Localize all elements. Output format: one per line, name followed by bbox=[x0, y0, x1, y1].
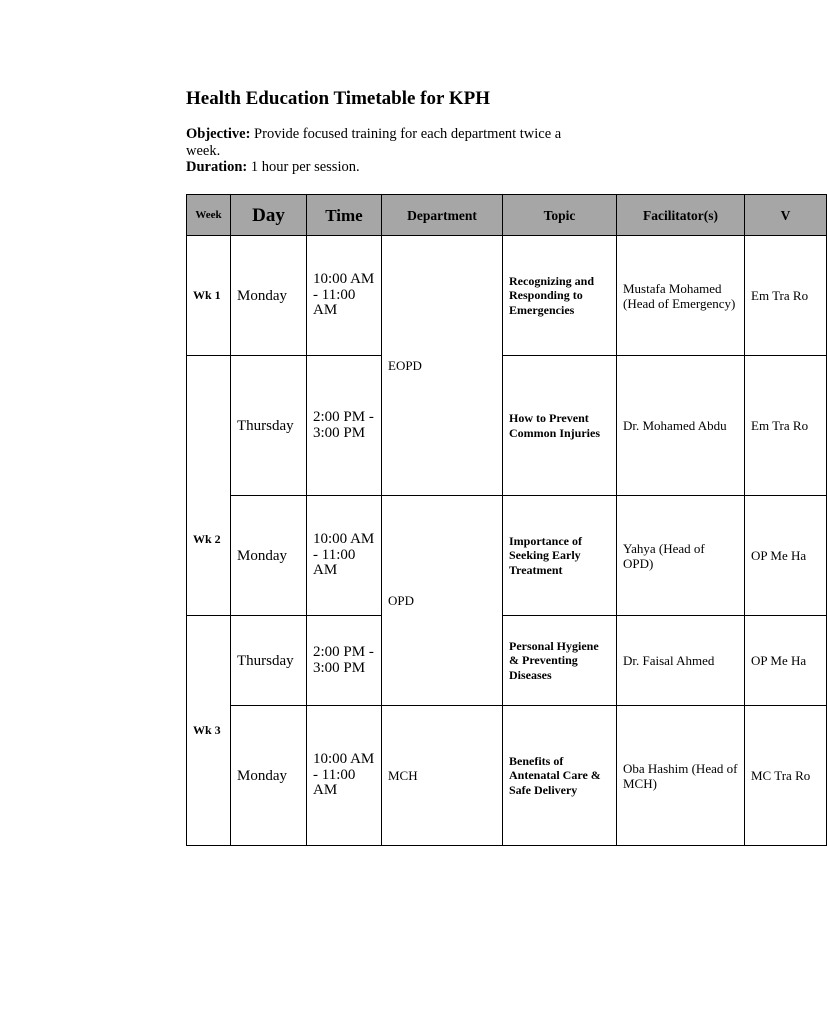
topic-cell: How to Prevent Common Injuries bbox=[503, 356, 617, 496]
timetable bbox=[186, 194, 827, 846]
venue-cell: OP Me Ha bbox=[745, 496, 827, 616]
venue-cell: Em Tra Ro bbox=[745, 356, 827, 496]
day-cell: Monday bbox=[231, 706, 307, 846]
header-venue: V bbox=[745, 195, 827, 236]
time-cell: 2:00 PM - 3:00 PM bbox=[307, 616, 382, 706]
time-cell: 2:00 PM - 3:00 PM bbox=[307, 356, 382, 496]
week-cell: Wk 3 bbox=[187, 616, 231, 846]
objective-text: Provide focused training for each department twice a week. bbox=[186, 126, 562, 159]
duration-line bbox=[186, 159, 586, 176]
duration-text: 1 hour per session. bbox=[247, 159, 360, 175]
day-cell: Monday bbox=[231, 236, 307, 356]
topic-cell: Personal Hygiene & Preventing Diseases bbox=[503, 616, 617, 706]
day-cell: Thursday bbox=[231, 616, 307, 706]
topic-cell: Benefits of Antenatal Care & Safe Delivery bbox=[503, 706, 617, 846]
objective-line bbox=[186, 126, 586, 159]
table-row bbox=[187, 616, 827, 706]
topic-cell: Importance of Seeking Early Treatment bbox=[503, 496, 617, 616]
header-department: Department bbox=[382, 195, 503, 236]
venue-cell: Em Tra Ro bbox=[745, 236, 827, 356]
department-cell: MCH bbox=[382, 706, 503, 846]
facilitator-cell: Yahya (Head of OPD) bbox=[617, 496, 745, 616]
table-row bbox=[187, 496, 827, 616]
day-cell: Thursday bbox=[231, 356, 307, 496]
department-cell: OPD bbox=[382, 496, 503, 706]
objective-label: Objective: bbox=[186, 126, 251, 142]
header-week: Week bbox=[187, 195, 231, 236]
venue-cell: OP Me Ha bbox=[745, 616, 827, 706]
intro-block bbox=[186, 126, 586, 176]
topic-cell: Recognizing and Responding to Emergencies bbox=[503, 236, 617, 356]
duration-label: Duration: bbox=[186, 159, 248, 175]
facilitator-cell: Dr. Faisal Ahmed bbox=[617, 616, 745, 706]
week-cell: Wk 1 bbox=[187, 236, 231, 356]
table-row bbox=[187, 356, 827, 496]
header-row bbox=[187, 195, 827, 236]
time-cell: 10:00 AM - 11:00 AM bbox=[307, 236, 382, 356]
time-cell: 10:00 AM - 11:00 AM bbox=[307, 706, 382, 846]
facilitator-cell: Oba Hashim (Head of MCH) bbox=[617, 706, 745, 846]
week-cell: Wk 2 bbox=[187, 356, 231, 616]
table-row bbox=[187, 706, 827, 846]
header-facilitator: Facilitator(s) bbox=[617, 195, 745, 236]
header-time: Time bbox=[307, 195, 382, 236]
page-title: Health Education Timetable for KPH bbox=[186, 88, 491, 109]
table-row bbox=[187, 236, 827, 356]
header-day: Day bbox=[231, 195, 307, 236]
venue-cell: MC Tra Ro bbox=[745, 706, 827, 846]
header-topic: Topic bbox=[503, 195, 617, 236]
day-cell: Monday bbox=[231, 496, 307, 616]
department-cell: EOPD bbox=[382, 236, 503, 496]
facilitator-cell: Dr. Mohamed Abdu bbox=[617, 356, 745, 496]
time-cell: 10:00 AM - 11:00 AM bbox=[307, 496, 382, 616]
facilitator-cell: Mustafa Mohamed (Head of Emergency) bbox=[617, 236, 745, 356]
timetable-container bbox=[186, 194, 811, 846]
